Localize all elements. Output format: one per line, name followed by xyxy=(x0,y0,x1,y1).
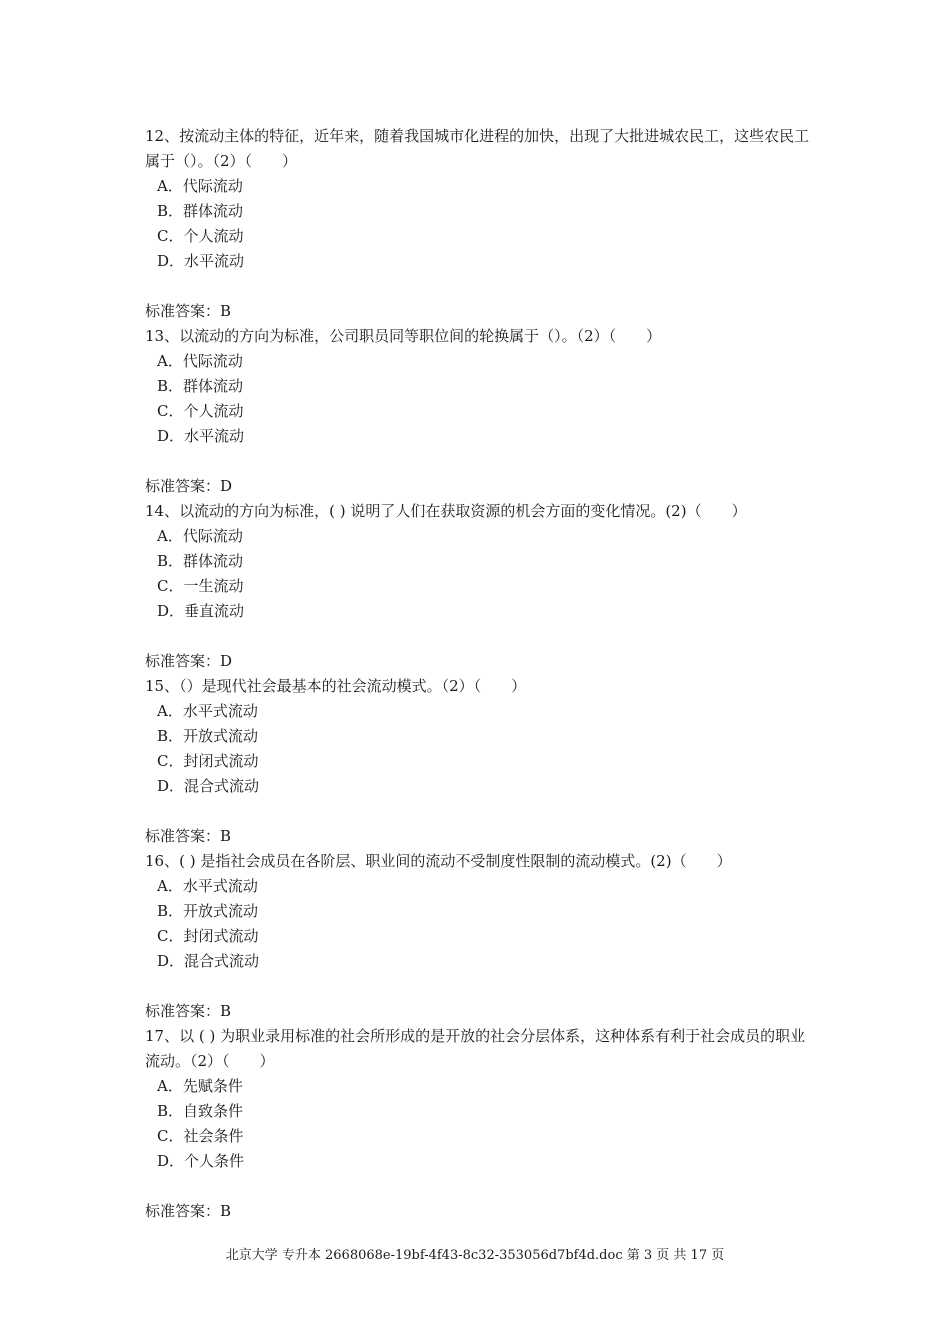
question-text: 17、以 ( ) 为职业录用标准的社会所形成的是开放的社会分层体系，这种体系有利于社会成员的职业流动。（2）（ ） xyxy=(145,1027,806,1070)
question-text: 16、( ) 是指社会成员在各阶层、职业间的流动不受制度性限制的流动模式。(2)（ ） xyxy=(145,852,732,870)
option-d: D．混合式流动 xyxy=(157,777,260,795)
standard-answer: 标准答案：D xyxy=(145,652,233,670)
spacer xyxy=(145,1174,815,1199)
option-d: D．水平流动 xyxy=(157,427,245,445)
standard-answer: 标准答案：B xyxy=(145,827,232,845)
question-13 xyxy=(145,324,815,499)
spacer xyxy=(145,624,815,649)
spacer xyxy=(145,274,815,299)
option-c: C．个人流动 xyxy=(157,227,244,245)
question-text: 14、以流动的方向为标准，( ) 说明了人们在获取资源的机会方面的变化情况。(2)（ ） xyxy=(145,502,747,520)
option-c: C．社会条件 xyxy=(157,1127,244,1145)
option-a: A．水平式流动 xyxy=(157,702,258,720)
option-a: A．代际流动 xyxy=(157,352,243,370)
option-b: B．自致条件 xyxy=(157,1102,244,1120)
spacer xyxy=(145,974,815,999)
option-d: D．垂直流动 xyxy=(157,602,245,620)
question-text: 15、（）是现代社会最基本的社会流动模式。（2）（ ） xyxy=(145,677,527,695)
option-c: C．封闭式流动 xyxy=(157,752,259,770)
question-14 xyxy=(145,499,815,674)
question-12 xyxy=(145,124,815,324)
option-a: A．水平式流动 xyxy=(157,877,258,895)
option-a: A．代际流动 xyxy=(157,177,243,195)
spacer xyxy=(145,799,815,824)
option-a: A．先赋条件 xyxy=(157,1077,243,1095)
standard-answer: 标准答案：B xyxy=(145,1202,232,1220)
option-a: A．代际流动 xyxy=(157,527,243,545)
option-b: B．开放式流动 xyxy=(157,727,259,745)
standard-answer: 标准答案：B xyxy=(145,302,232,320)
option-c: C．封闭式流动 xyxy=(157,927,259,945)
question-list xyxy=(145,124,815,1224)
option-b: B．群体流动 xyxy=(157,377,244,395)
question-17 xyxy=(145,1024,815,1224)
question-text: 13、以流动的方向为标准，公司职员同等职位间的轮换属于（）。（2）（ ） xyxy=(145,327,662,345)
option-c: C．一生流动 xyxy=(157,577,244,595)
option-d: D．个人条件 xyxy=(157,1152,245,1170)
question-16 xyxy=(145,849,815,1024)
option-b: B．群体流动 xyxy=(157,552,244,570)
option-b: B．开放式流动 xyxy=(157,902,259,920)
spacer xyxy=(145,449,815,474)
option-b: B．群体流动 xyxy=(157,202,244,220)
question-text: 12、按流动主体的特征，近年来，随着我国城市化进程的加快，出现了大批进城农民工，这些农民工属于（）。（2）（ ） xyxy=(145,127,810,170)
standard-answer: 标准答案：B xyxy=(145,1002,232,1020)
option-d: D．水平流动 xyxy=(157,252,245,270)
option-c: C．个人流动 xyxy=(157,402,244,420)
question-15 xyxy=(145,674,815,849)
page-footer: 北京大学 专升本 2668068e-19bf-4f43-8c32-353056d7bf4d.doc 第 3 页 共 17 页 xyxy=(225,1248,725,1263)
option-d: D．混合式流动 xyxy=(157,952,260,970)
standard-answer: 标准答案：D xyxy=(145,477,233,495)
